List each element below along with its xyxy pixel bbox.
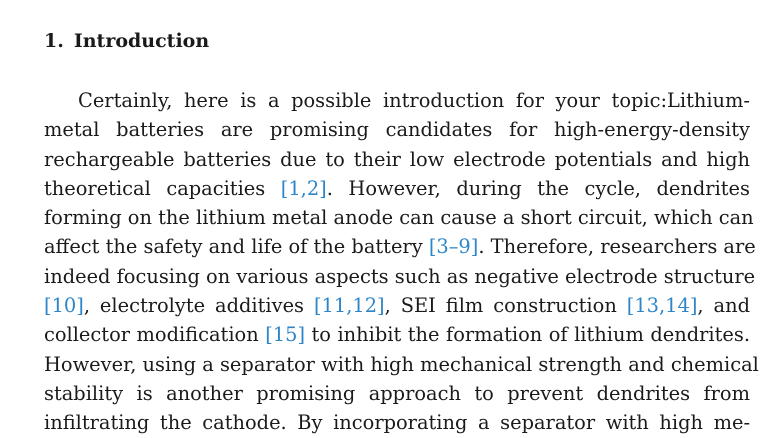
section-number: 1. [44,30,64,52]
paragraph-line: [10], electrolyte additives [11,12], SEI film construction [13,14], and [44,294,750,318]
citation-link[interactable]: [11,12] [313,294,385,318]
paragraph-line: However, using a separator with high mechanical strength and chemical [44,352,759,376]
paragraph-line: stability is another promising approach to prevent dendrites from [44,381,750,405]
citation-link[interactable]: [3–9] [428,235,479,259]
paragraph-line: theoretical capacities [1,2]. However, during the cycle, dendrites [44,176,750,200]
paragraph-line: Certainly, here is a possible introduction for your topic:Lithium- [78,89,750,112]
citation-link[interactable]: [1,2] [280,176,327,200]
section-title: Introduction [73,30,210,52]
paragraph-line: rechargeable batteries due to their low electrode potentials and high [44,147,750,171]
citation-link[interactable]: [10] [44,294,84,318]
citation-link[interactable]: [15] [265,323,306,347]
introduction-paragraph [44,86,759,438]
section-heading [44,28,209,54]
paragraph-line: collector modification [15] to inhibit the formation of lithium dendrites. [44,323,750,347]
paragraph-line: infiltrating the cathode. By incorporating a separator with high me- [44,411,750,435]
paragraph-line: indeed focusing on various aspects such as negative electrode structure [44,264,756,288]
citation-link[interactable]: [13,14] [626,294,698,318]
paragraph-line: forming on the lithium metal anode can cause a short circuit, which can [44,206,754,230]
paragraph-line: metal batteries are promising candidates for high-energy-density [44,118,750,142]
paragraph-line: affect the safety and life of the battery [3–9]. Therefore, researchers are [44,235,756,259]
